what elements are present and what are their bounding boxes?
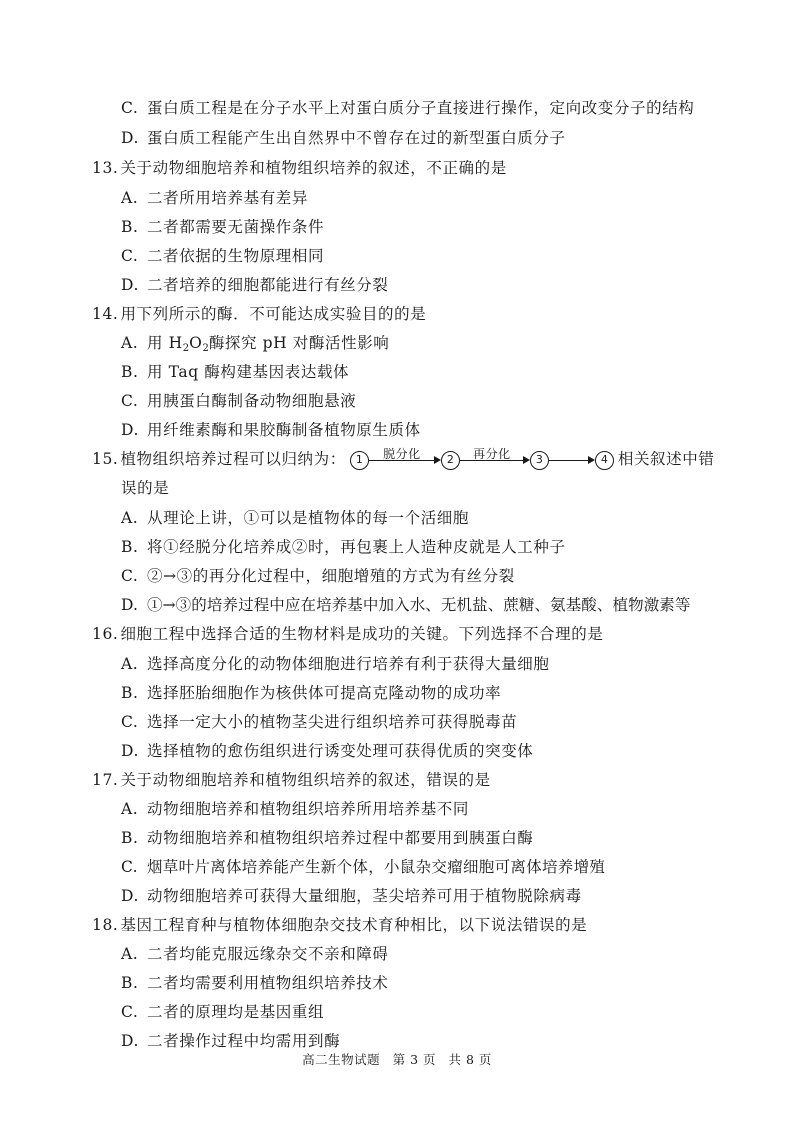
q17-option-d: D. 动物细胞培养可获得大量细胞，茎尖培养可用于植物脱除病毒 xyxy=(121,887,582,905)
q14-option-a: A. 用 $H_2O_2$酶探究 pH 对酶活性影响 xyxy=(121,334,390,354)
q15-option-d: D. ①→③的培养过程中应在培养基中加入水、无机盐、蔗糖、氨基酸、植物激素等 xyxy=(121,596,691,614)
q13-option-c: C. 二者依据的生物原理相同 xyxy=(121,247,325,265)
q17-option-b: B. 动物细胞培养和植物组织培养过程中都要用到胰蛋白酶 xyxy=(121,829,534,847)
q15-option-c: C. ②→③的再分化过程中，细胞增殖的方式为有丝分裂 xyxy=(121,567,515,585)
q15-option-a: A. 从理论上讲，①可以是植物体的每一个活细胞 xyxy=(121,509,470,527)
q16-option-b: B. 选择胚胎细胞作为核供体可提高克隆动物的成功率 xyxy=(121,684,502,702)
q13-option-a: A. 二者所用培养基有差异 xyxy=(121,189,309,207)
q18-option-c: C. 二者的原理均是基因重组 xyxy=(121,1003,325,1021)
q14-option-b: B. 用 Taq 酶构建基因表达载体 xyxy=(121,363,350,381)
q17-stem: 17. 关于动物细胞培养和植物组织培养的叙述，错误的是 xyxy=(92,771,491,789)
q14-option-d: D. 用纤维素酶和果胶酶制备植物原生质体 xyxy=(121,421,421,439)
q17-option-a: A. 动物细胞培养和植物组织培养所用培养基不同 xyxy=(121,800,470,818)
page-footer xyxy=(0,1050,794,1068)
flow-arrow-plain xyxy=(549,449,595,471)
footer-title: 高二生物试题 xyxy=(302,1052,381,1067)
q18-option-b: B. 二者均需要利用植物组织培养技术 xyxy=(121,974,389,992)
q13-option-b: B. 二者都需要无菌操作条件 xyxy=(121,218,325,236)
q14-option-c: C. 用胰蛋白酶制备动物细胞悬液 xyxy=(121,392,357,410)
q16-option-a: A. 选择高度分化的动物体细胞进行培养有利于获得大量细胞 xyxy=(121,655,550,673)
footer-page-number: 第 3 页 xyxy=(392,1052,436,1067)
flow-node-1: 1 xyxy=(350,451,369,470)
q15-option-b: B. 将①经脱分化培养成②时，再包裹上人造种皮就是人工种子 xyxy=(121,538,566,556)
q15-stem: 15. 植物组织培养过程可以归纳为： 1 脱分化 2 再分化 3 4 相关叙述中错 xyxy=(92,448,714,471)
q17-option-c: C. 烟草叶片离体培养能产生新个体，小鼠杂交瘤细胞可离体培养增殖 xyxy=(121,858,606,876)
q13-stem: 13. 关于动物细胞培养和植物组织培养的叙述，不正确的是 xyxy=(92,159,507,177)
culture-process-flow xyxy=(350,449,614,471)
q13-option-d: D. 二者培养的细胞都能进行有丝分裂 xyxy=(121,276,389,294)
flow-node-4: 4 xyxy=(595,451,614,470)
q14-stem: 14. 用下列所示的酶．不可能达成实验目的的是 xyxy=(92,305,427,323)
q16-stem: 16. 细胞工程中选择合适的生物材料是成功的关键。下列选择不合理的是 xyxy=(92,625,604,643)
flow-arrow-redifferentiation: 再分化 xyxy=(460,449,530,471)
q18-option-d: D. 二者操作过程中均需用到酶 xyxy=(121,1032,341,1050)
q16-option-c: C. 选择一定大小的植物茎尖进行组织培养可获得脱毒苗 xyxy=(121,713,518,731)
q18-option-a: A. 二者均能克服远缘杂交不亲和障碍 xyxy=(121,945,389,963)
flow-node-2: 2 xyxy=(441,451,460,470)
flow-node-3: 3 xyxy=(530,451,549,470)
q12-option-c: C. 蛋白质工程是在分子水平上对蛋白质分子直接进行操作，定向改变分子的结构 xyxy=(121,99,695,117)
flow-arrow-dedifferentiation: 脱分化 xyxy=(369,449,441,471)
q18-stem: 18. 基因工程育种与植物体细胞杂交技术育种相比，以下说法错误的是 xyxy=(92,916,588,934)
footer-total-pages: 共 8 页 xyxy=(448,1052,492,1067)
q12-option-d: D. 蛋白质工程能产生出自然界中不曾存在过的新型蛋白质分子 xyxy=(121,129,566,147)
q15-stem-continued: 误的是 xyxy=(121,479,170,497)
q16-option-d: D. 选择植物的愈伤组织进行诱变处理可获得优质的突变体 xyxy=(121,742,534,760)
